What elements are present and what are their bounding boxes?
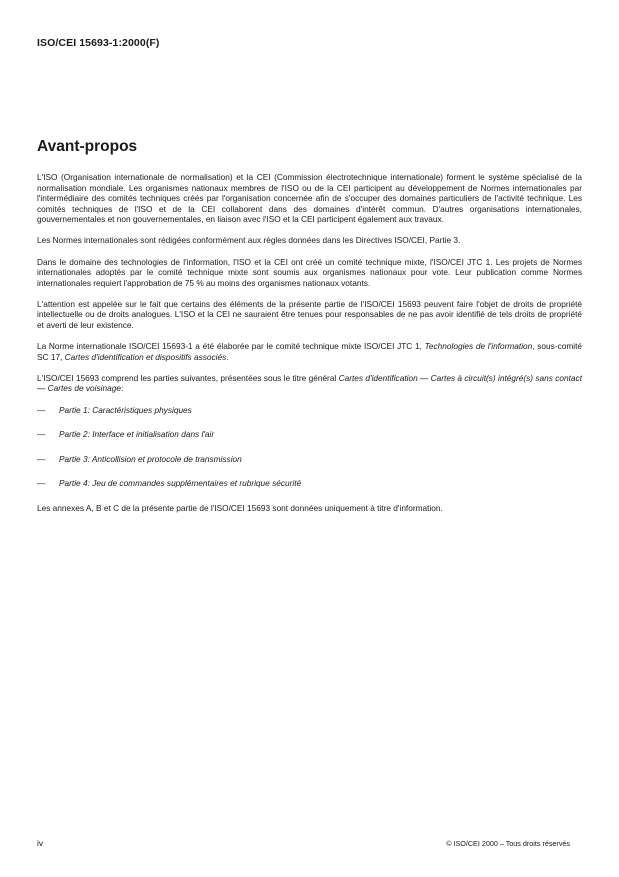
dash-bullet: —	[37, 404, 46, 415]
part-title: Partie 4: Jeu de commandes supplémentaires et rubrique sécurité	[59, 478, 302, 489]
text-segment: , sous-comité SC 17,	[37, 341, 583, 362]
paragraph-jtc1: Dans le domaine des technologies de l'information, l'ISO et la CEI ont créé un comité technique mixte, l'ISO/CEI JTC 1. Les projets de Normes internationales adoptés par le comité technique mixte sont soumis aux organismes nationaux pour vote. Leur publication comme Normes internationales requiert l'approbation de 75 % au moins des organismes nationaux votants.	[37, 256, 582, 288]
page-number: iv	[37, 838, 44, 848]
dash-bullet: —	[37, 453, 46, 464]
paragraph-preparation	[37, 341, 582, 362]
general-title: Cartes d'identification — Cartes à circuit(s) intégré(s) sans contact — Cartes de voisinage	[37, 372, 582, 394]
foreword-body	[37, 172, 582, 524]
paragraph-annexes: Les annexes A, B et C de la présente partie de l'ISO/CEI 15693 sont données uniquement à titre d'information.	[37, 502, 443, 513]
text-segment: .	[226, 351, 229, 362]
dash-bullet: —	[37, 429, 46, 440]
section-title: Avant-propos	[37, 138, 138, 155]
paragraph-parts-intro	[37, 373, 582, 394]
committee-title: Technologies de l'information	[424, 341, 533, 352]
paragraph-organisation: L'ISO (Organisation internationale de normalisation) et la CEI (Commission électrotechnique internationale) forment le système spécialisé de la normalisation mondiale. Les organismes nationaux membres de l'ISO ou de la CEI participent au développement de Normes internationales par l'intermédiaire des comités techniques créés par l'organisation concernée afin de s'occuper des domaines particuliers de l'activité technique. Les comités techniques de l'ISO et de la CEI collaborent dans des domaines d'intérêt commun. D'autres organisations internationales, gouvernementales et non gouvernementales, en liaison avec l'ISO et la CEI participent également aux travaux.	[37, 172, 582, 225]
part-title: Partie 2: Interface et initialisation dans l'air	[59, 429, 215, 440]
text-segment: L'ISO/CEI 15693 comprend les parties suivantes, présentées sous le titre général	[37, 372, 339, 383]
list-item	[37, 454, 582, 465]
part-title: Partie 3: Anticollision et protocole de transmission	[59, 453, 242, 464]
copyright-notice: © ISO/CEI 2000 – Tous droits réservés	[446, 839, 570, 848]
list-item	[37, 405, 582, 416]
dash-bullet: —	[37, 478, 46, 489]
paragraph-directives: Les Normes internationales sont rédigées conformément aux règles données dans les Directives ISO/CEI, Partie 3.	[37, 235, 461, 246]
text-segment: La Norme internationale ISO/CEI 15693-1 a été élaborée par le comité technique mixte ISO/CEI JTC 1,	[37, 341, 425, 352]
document-code: ISO/CEI 15693-1:2000(F)	[37, 37, 160, 49]
subcommittee-title: Cartes d'identification et dispositifs associés	[64, 351, 227, 362]
text-segment: :	[120, 383, 124, 394]
part-title: Partie 1: Caractéristiques physiques	[59, 404, 192, 415]
list-item	[37, 478, 582, 489]
list-item	[37, 429, 582, 440]
parts-list	[37, 405, 582, 489]
paragraph-patent-notice: L'attention est appelée sur le fait que certains des éléments de la présente partie de l'ISO/CEI 15693 peuvent faire l'objet de droits de propriété intellectuelle ou de droits analogues. L'ISO et la CEI ne sauraient être tenues pour responsables de ne pas avoir identifié de tels droits de propriété et averti de leur existence.	[37, 298, 582, 331]
